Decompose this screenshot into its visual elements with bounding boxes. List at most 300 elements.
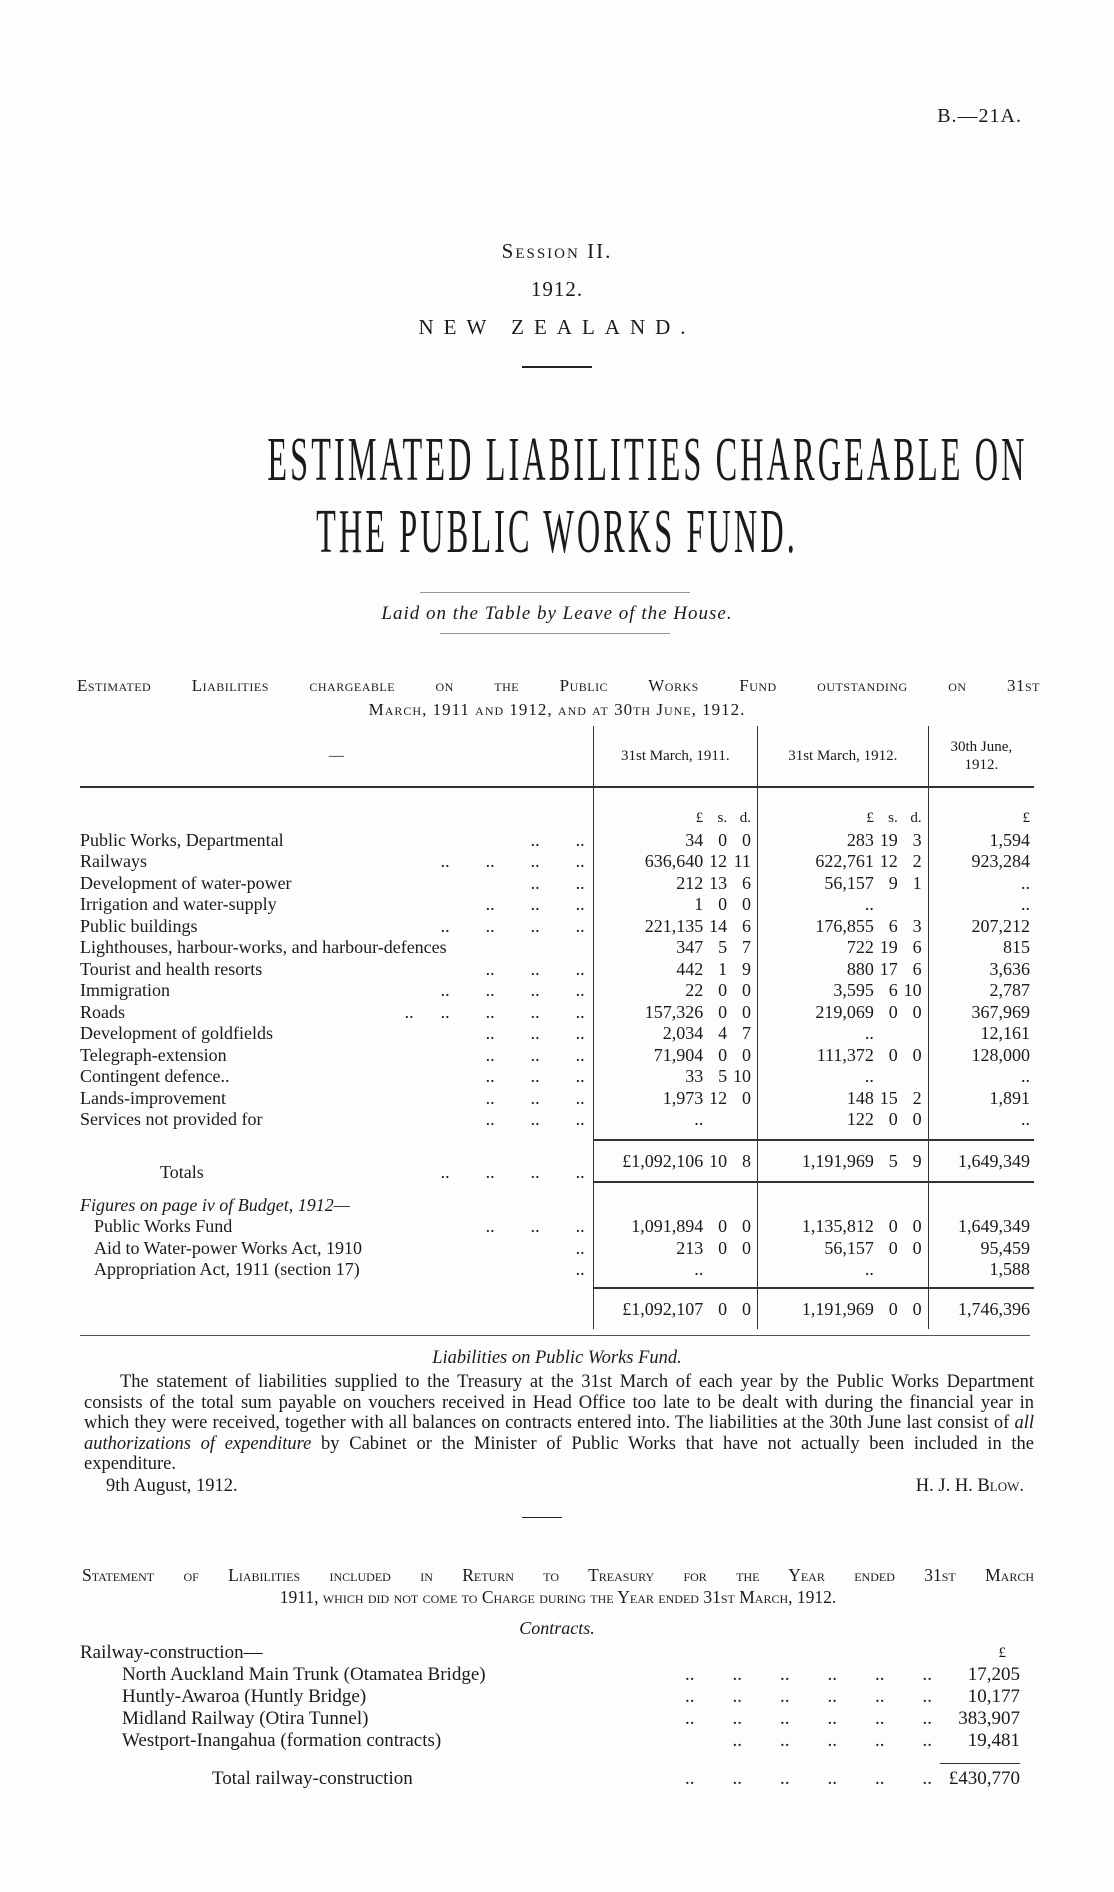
value-1912-shillings: 15 [879, 1087, 898, 1108]
table-row [80, 1108, 1034, 1130]
row-label-box [80, 980, 593, 1000]
value-1912-pounds: .. [757, 1258, 873, 1280]
value-1912-pence: 3 [912, 829, 922, 850]
row-label-box [80, 937, 593, 957]
contract-row [80, 1730, 1020, 1752]
leader-dots: .. .. .. [485, 1087, 585, 1108]
divider [522, 1517, 562, 1518]
value-1911-pence: 0 [741, 1087, 751, 1108]
value-1911-pence: 6 [741, 915, 751, 936]
grand-total-june-1912: 1,746,396 [928, 1288, 1034, 1329]
value-1911-pence: 0 [741, 1001, 751, 1022]
value-1912-shillings: 19 [879, 937, 898, 957]
notes-text: The statement of liabilities supplied to the Treasury at the 31st March of each year by the Public Works Department consists of the total sum payable on vouchers received in Head Office too late to be dealt with during the financial year in which they were received, together with all balances on contracts entered into. The liabilities at the 30th June last consist of [84, 1372, 1034, 1433]
row-label [80, 1108, 593, 1130]
value-1911-shillings: 0 [718, 980, 728, 1000]
divider [522, 366, 592, 368]
table-row [80, 936, 1034, 958]
value-1911-shillings [703, 1258, 727, 1280]
value-1911-shillings: 4 [718, 1023, 728, 1043]
table-row [80, 871, 1034, 893]
value-1911-pence: 6 [741, 872, 751, 893]
row-label-box [160, 1162, 593, 1182]
leader-dots: .. [575, 1237, 585, 1258]
grand-total-1912-pounds: 1,191,969 [757, 1288, 873, 1329]
statement-heading-2: 1911, which did not come to Charge during the Year ended 31st March, 1912. [279, 1586, 837, 1607]
table-row [80, 893, 1034, 915]
value-1911-pounds: 212 [593, 871, 703, 893]
row-label-text: Irrigation and water-supply [80, 894, 277, 914]
table-heading-2: March, 1911 and 1912, and at 30th June, 1912. [368, 700, 746, 719]
table-header-row [80, 726, 1034, 787]
unit-pound: £ [928, 787, 1034, 828]
value-1912-pounds: 219,069 [757, 1000, 873, 1022]
column-header-description: — [328, 748, 344, 764]
contract-label [80, 1664, 940, 1686]
leader-dots: .. .. .. [485, 1216, 585, 1236]
spacer [727, 1182, 757, 1193]
row-label [80, 1000, 593, 1022]
spacer [928, 1182, 1034, 1193]
row-label-text: Tourist and health resorts [80, 958, 263, 979]
spacer [80, 1129, 593, 1140]
contract-row [80, 1664, 1020, 1686]
contract-value: 17,205 [967, 1663, 1020, 1685]
divider [420, 592, 690, 593]
row-label [80, 1258, 593, 1280]
table-row [80, 1065, 1034, 1087]
grand-total-1912-pence: 0 [898, 1288, 928, 1329]
value-1912-pence: 0 [912, 1001, 922, 1022]
total-label [80, 1764, 940, 1794]
value-1912-pence [898, 1065, 928, 1087]
value-1911-pence: 0 [741, 1216, 751, 1236]
liabilities-table [80, 726, 1034, 1329]
value-1911-pence: 7 [741, 937, 751, 957]
value-1911-pence: 9 [741, 958, 751, 979]
leader-dots: .. .. .. [485, 958, 585, 979]
statement-heading-1: Statement of Liabilities included in Return to Treasury for the Year ended 31st March [82, 1564, 1034, 1585]
value-1911-shillings: 0 [718, 1216, 728, 1236]
value-1912-pounds: 622,761 [757, 850, 873, 872]
spacer [80, 1279, 593, 1288]
leader-dots: .. .. .. [485, 1109, 585, 1129]
row-label-text: Development of goldfields [80, 1023, 273, 1043]
unit-pence: d. [898, 787, 928, 828]
value-1911-pounds: 157,326 [593, 1000, 703, 1022]
row-label-text: Huntly-Awaroa (Huntly Bridge) [122, 1685, 367, 1707]
value-1912-pence [898, 893, 928, 915]
value-june-1912: 1,588 [928, 1258, 1034, 1280]
value-1912-shillings: 5 [874, 1140, 898, 1182]
spacer [727, 1129, 757, 1140]
value-june-1912: 1,594 [928, 828, 1034, 850]
row-label-box [80, 1002, 593, 1022]
value-june-1912: 1,891 [928, 1086, 1034, 1108]
unit-pound: £ [757, 787, 873, 828]
notes-heading: Liabilities on Public Works Fund. [432, 1348, 682, 1368]
value-1911-pounds: 442 [593, 957, 703, 979]
spacer [80, 1182, 1034, 1193]
value-june-1912: 95,459 [928, 1236, 1034, 1258]
spacer [898, 1182, 928, 1193]
value-1911-shillings: 14 [709, 915, 728, 936]
value-1912-pence [898, 1258, 928, 1280]
value-1911-pounds: .. [593, 1258, 703, 1280]
unit-shilling: s. [703, 787, 727, 828]
value-1912-pounds: 56,157 [757, 871, 873, 893]
row-label-text: Public Works Fund [94, 1216, 233, 1236]
group-label: Railway-construction— [80, 1641, 263, 1663]
row-label-box [122, 1686, 940, 1708]
subtitle: Laid on the Table by Leave of the House. [381, 603, 733, 624]
value-june-1912: 367,969 [928, 1000, 1034, 1022]
leader-dots: .. .. .. .. .. [732, 1729, 932, 1751]
table-row [80, 1022, 1034, 1044]
row-label [80, 893, 593, 915]
group-row [80, 1642, 1020, 1664]
spacer [727, 1279, 757, 1288]
value-june-1912: .. [928, 1065, 1034, 1087]
contract-label [80, 1686, 940, 1708]
table-row [80, 979, 1034, 1001]
value-1912-shillings: 17 [879, 958, 898, 979]
blank [727, 1193, 757, 1215]
grand-total-1911-pounds: £1,092,107 [593, 1288, 703, 1329]
value-1911-pence: 7 [741, 1023, 751, 1043]
value-1911-pounds: 213 [593, 1236, 703, 1258]
row-label-text: Lighthouses, harbour-works, and harbour-defences [80, 937, 447, 957]
value-1912-pence: 1 [912, 872, 922, 893]
row-label-box [80, 1023, 593, 1043]
row-label [80, 914, 593, 936]
value-1912-pence: 9 [898, 1140, 928, 1182]
value-1911-pence: 0 [741, 980, 751, 1000]
value-june-1912: 128,000 [928, 1043, 1034, 1065]
spacer [80, 1279, 1034, 1288]
value-1912-shillings: 12 [879, 851, 898, 871]
value-1911-shillings: 5 [718, 937, 728, 957]
value-1911-pounds: .. [593, 1108, 703, 1130]
value-1911-pence: 0 [741, 1044, 751, 1065]
value-1912-pounds: 56,157 [757, 1236, 873, 1258]
leader-dots: .. .. .. .. .. .. [685, 1685, 932, 1707]
row-label-box [80, 851, 593, 871]
row-label-box [80, 1088, 593, 1108]
date: 9th August, 1912. [106, 1475, 238, 1496]
value-1912-shillings: 0 [888, 1044, 898, 1065]
leader-dots: .. .. .. .. .. .. [685, 1767, 932, 1789]
column-header-june-1912: 30th June, 1912. [928, 726, 1034, 787]
value-1912-pence: 0 [912, 1216, 922, 1236]
row-label-box [122, 1730, 940, 1752]
value-1911-pounds: 221,135 [593, 914, 703, 936]
value-1912-pence: 0 [912, 1044, 922, 1065]
spacer [593, 1279, 703, 1288]
row-label [80, 1022, 593, 1044]
row-label-text: Public Works, Departmental [80, 829, 284, 850]
table-row [80, 850, 1034, 872]
table-bottom-rule [80, 1335, 1030, 1336]
row-label-box [80, 916, 593, 936]
value-1911-shillings: 0 [718, 1044, 728, 1065]
row-label-text: Telegraph-extension [80, 1044, 227, 1065]
blank [80, 787, 593, 828]
value-1911-shillings: 12 [709, 851, 728, 871]
spacer [703, 1129, 727, 1140]
statement-heading [82, 1564, 1034, 1608]
row-label-box [94, 1238, 593, 1258]
row-label-box [80, 959, 593, 979]
contracts-heading: Contracts. [519, 1617, 595, 1638]
row-label-text: Westport-Inangahua (formation contracts) [122, 1729, 442, 1751]
unit-pence: d. [727, 787, 757, 828]
value-1911-pounds: 22 [593, 979, 703, 1001]
value-1912-shillings: 0 [888, 1109, 898, 1129]
row-label-text: Appropriation Act, 1911 (section 17) [94, 1259, 360, 1279]
value-1912-shillings: 19 [879, 829, 898, 850]
notes-paragraph [84, 1372, 1034, 1475]
signature: H. J. H. Blow. [915, 1475, 1024, 1496]
row-label-text: Roads [80, 1001, 125, 1022]
value-1911-pence: 0 [741, 1237, 751, 1258]
value-1912-shillings [874, 1258, 898, 1280]
title-line-2: THE PUBLIC WORKS FUND. [316, 498, 798, 566]
rule-row [80, 1752, 1020, 1764]
table-heading: Estimated Liabilities chargeable on the Public Works Fund outstanding on 31st [77, 676, 1041, 695]
value-1912-pence: 2 [912, 851, 922, 871]
column-header-1911: 31st March, 1911. [593, 726, 757, 787]
blank [80, 1752, 940, 1764]
value-1911-shillings: 0 [718, 1001, 728, 1022]
value-1911-shillings: 0 [718, 894, 728, 914]
spacer [703, 1182, 727, 1193]
contract-value: 19,481 [967, 1729, 1020, 1751]
value-1912-pence: 6 [912, 937, 922, 957]
value-june-1912: 815 [928, 936, 1034, 958]
row-label-text: Services not provided for [80, 1109, 263, 1129]
row-label-text: Immigration [80, 980, 170, 1000]
value-1912-pence: 2 [912, 1087, 922, 1108]
spacer [874, 1182, 898, 1193]
value-1912-shillings: 0 [888, 1001, 898, 1022]
row-label-text: Aid to Water-power Works Act, 1910 [94, 1237, 363, 1258]
value-1911-shillings: 10 [703, 1140, 727, 1182]
row-label-text: Lands-improvement [80, 1087, 226, 1108]
contract-value: 383,907 [958, 1707, 1020, 1729]
total-row [80, 1764, 1020, 1794]
value-1911-pounds: 33 [593, 1065, 703, 1087]
leader-dots: .. .. .. [485, 1044, 585, 1065]
row-label-text: Public buildings [80, 915, 198, 936]
row-label-text: Railways [80, 851, 147, 871]
row-label-box [80, 1109, 593, 1129]
value-1911-shillings: 13 [709, 872, 728, 893]
row-label-text: North Auckland Main Trunk (Otamatea Bridge) [122, 1663, 486, 1685]
row-label-box [80, 873, 593, 893]
table-row [80, 1043, 1034, 1065]
value-1912-pence: 0 [912, 1109, 922, 1129]
notes-italic: all authorizations of expenditure [84, 1413, 1034, 1454]
contract-label [80, 1708, 940, 1730]
row-label-box [122, 1664, 940, 1686]
value-1911-pence [727, 1108, 757, 1130]
row-label [80, 1215, 593, 1237]
grand-total-1911-shillings: 0 [703, 1288, 727, 1329]
value-1912-pence: 0 [912, 1237, 922, 1258]
total-value: £430,770 [948, 1767, 1020, 1789]
row-label [80, 979, 593, 1001]
leader-dots: .. [575, 1259, 585, 1279]
value-1911-pounds: £1,092,106 [593, 1140, 703, 1182]
table-row [80, 1086, 1034, 1108]
spacer [898, 1129, 928, 1140]
totals-row [80, 1140, 1034, 1182]
value-1911-pounds: 1,973 [593, 1086, 703, 1108]
sum-rule [940, 1752, 1020, 1764]
blank [593, 1193, 703, 1215]
value-1912-pounds: 3,595 [757, 979, 873, 1001]
units-row [80, 787, 1034, 828]
grand-total-row [80, 1288, 1034, 1329]
blank [703, 1193, 727, 1215]
value-1911-shillings: 0 [718, 1237, 728, 1258]
budget-heading: Figures on page iv of Budget, 1912— [80, 1194, 350, 1215]
value-1912-shillings: 9 [888, 872, 898, 893]
notes-text: by Cabinet or the Minister of Public Works that have not actually been included in the expenditure. [84, 1433, 1034, 1474]
row-label [80, 936, 593, 958]
contract-label [80, 1730, 940, 1752]
row-label-box [80, 894, 593, 914]
value-1912-pounds: 722 [757, 936, 873, 958]
document-reference: B.—21A. [937, 105, 1022, 127]
value-1911-pence [727, 1258, 757, 1280]
value-june-1912: 2,787 [928, 979, 1034, 1001]
value-1912-pounds: 880 [757, 957, 873, 979]
signature-line [84, 1475, 1024, 1497]
row-label-box [212, 1768, 940, 1790]
leader-dots: .. .. .. .. [440, 980, 585, 1000]
row-label-text: Total railway-construction [212, 1767, 413, 1789]
value-1911-pence: 0 [741, 829, 751, 850]
row-label-box [94, 1259, 593, 1279]
blank [874, 1193, 898, 1215]
spacer [80, 1182, 593, 1193]
grand-total-1911-pence: 0 [727, 1288, 757, 1329]
row-label-text: Contingent defence.. [80, 1066, 230, 1086]
row-label [80, 1236, 593, 1258]
value-1911-pounds: 1 [593, 893, 703, 915]
spacer [593, 1182, 703, 1193]
value-1912-pounds: 148 [757, 1086, 873, 1108]
spacer [703, 1279, 727, 1288]
table-row [80, 957, 1034, 979]
contract-row [80, 1686, 1020, 1708]
value-june-1912: .. [928, 1108, 1034, 1130]
session-label: Session II. [501, 239, 613, 263]
column-header-1912: 31st March, 1912. [757, 726, 928, 787]
leader-dots: .. .. .. .. .. [404, 1001, 585, 1022]
spacer [80, 1129, 1034, 1140]
value-1912-pence [898, 1022, 928, 1044]
value-1911-pence: 10 [732, 1066, 751, 1086]
value-1911-shillings: 0 [718, 829, 728, 850]
value-1911-shillings: 5 [718, 1066, 728, 1086]
value-june-1912: 1,649,349 [928, 1140, 1034, 1182]
value-1912-pounds: 1,191,969 [757, 1140, 873, 1182]
value-1911-pounds: 347 [593, 936, 703, 958]
leader-dots: .. .. .. [485, 894, 585, 914]
value-1911-pounds: 34 [593, 828, 703, 850]
spacer [928, 1129, 1034, 1140]
row-label [80, 871, 593, 893]
unit-pound: £ [593, 787, 703, 828]
value-1912-pounds: 1,135,812 [757, 1215, 873, 1237]
value-1912-shillings: 0 [888, 1216, 898, 1236]
value-1912-shillings: 6 [888, 980, 898, 1000]
value-1912-shillings [874, 1022, 898, 1044]
spacer [898, 1279, 928, 1288]
unit-pound: £ [998, 1644, 1006, 1661]
spacer [593, 1129, 703, 1140]
leader-dots: .. .. .. .. .. .. [685, 1663, 932, 1685]
country-label: NEW ZEALAND. [418, 315, 696, 339]
blank [757, 1193, 873, 1215]
row-label [80, 828, 593, 850]
leader-dots: .. .. [530, 872, 585, 893]
value-1911-shillings: 1 [718, 958, 728, 979]
row-label [80, 1140, 593, 1182]
grand-total-1912-shillings: 0 [874, 1288, 898, 1329]
value-1912-pence: 3 [912, 915, 922, 936]
row-label [80, 1065, 593, 1087]
value-1911-pounds: 636,640 [593, 850, 703, 872]
value-1911-pounds: 1,091,894 [593, 1215, 703, 1237]
leader-dots: .. .. .. .. [440, 915, 585, 936]
row-label-text: Totals [160, 1162, 204, 1182]
row-label-box [94, 1216, 593, 1236]
budget-row [80, 1215, 1034, 1237]
row-label [80, 957, 593, 979]
row-label [80, 1043, 593, 1065]
blank [898, 1193, 928, 1215]
spacer [757, 1182, 873, 1193]
value-1911-pounds: 71,904 [593, 1043, 703, 1065]
leader-dots: .. .. [530, 829, 585, 850]
value-1912-pounds: 111,372 [757, 1043, 873, 1065]
value-1911-shillings [703, 1108, 727, 1130]
row-label-box [80, 1045, 593, 1065]
value-1912-shillings [874, 1065, 898, 1087]
budget-heading-row [80, 1193, 1034, 1215]
leader-dots: .. .. .. .. [440, 1162, 585, 1182]
spacer [757, 1279, 873, 1288]
contracts-table [80, 1642, 1020, 1794]
budget-row [80, 1236, 1034, 1258]
leader-dots: .. .. .. .. [440, 851, 585, 871]
table-row [80, 914, 1034, 936]
value-1911-shillings: 12 [709, 1087, 728, 1108]
leader-dots: .. .. .. [485, 1023, 585, 1043]
value-1912-pounds: 283 [757, 828, 873, 850]
value-1911-pence: 11 [733, 851, 751, 871]
row-label-text: Development of water-power [80, 872, 292, 893]
value-june-1912: 3,636 [928, 957, 1034, 979]
value-1911-pence: 8 [727, 1140, 757, 1182]
unit-shilling: s. [874, 787, 898, 828]
row-label [80, 1086, 593, 1108]
value-june-1912: 207,212 [928, 914, 1034, 936]
